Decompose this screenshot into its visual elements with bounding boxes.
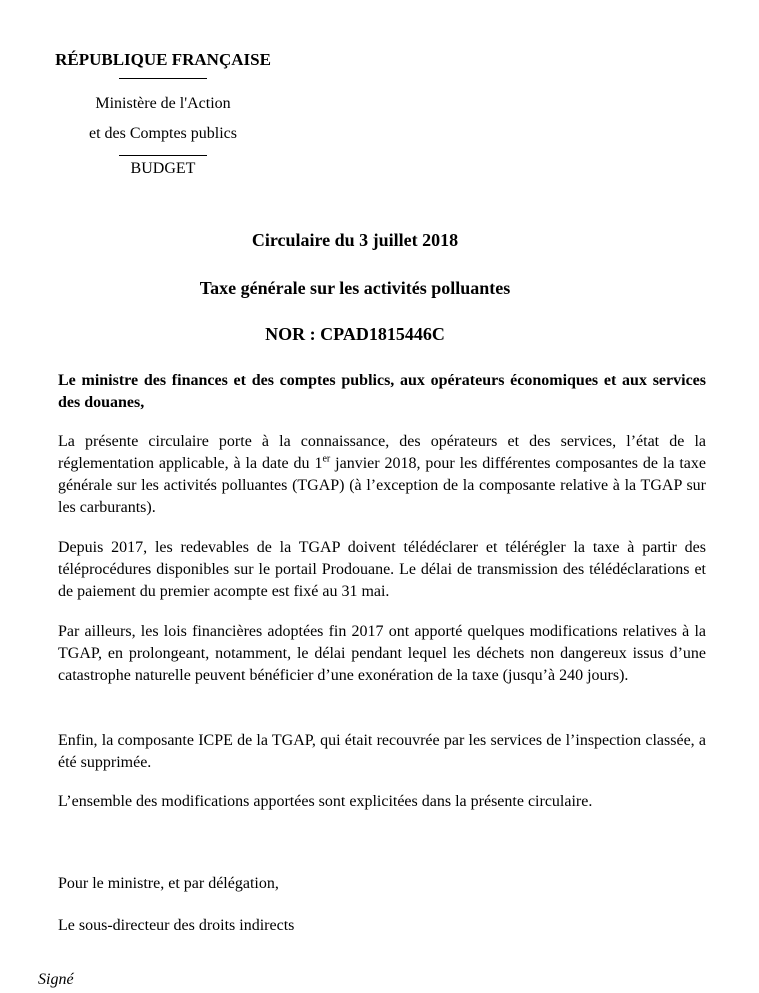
ordinal-superscript: er: [322, 453, 331, 465]
ministry-line-2: et des Comptes publics: [89, 125, 237, 142]
paragraph-5: L’ensemble des modifications apportées sont explicitées dans la présente circulaire.: [58, 793, 593, 810]
republic-heading: RÉPUBLIQUE FRANÇAISE: [55, 50, 271, 69]
letterhead-divider: [119, 78, 207, 79]
letterhead-divider: [119, 155, 207, 156]
department-name: BUDGET: [130, 160, 196, 177]
document-subject: Taxe générale sur les activités polluantes: [199, 278, 511, 298]
ministry-name: [38, 89, 288, 149]
paragraph-1: [58, 431, 706, 519]
ministry-line-1: Ministère de l'Action: [95, 95, 231, 112]
paragraph-1-end: janvier 2018, pour les différentes composantes de la taxe générale sur les activités polluantes (TGAP) (à l’exception de la composante relative à la TGAP sur les carburants).: [58, 455, 706, 516]
addressee: Le ministre des finances et des comptes publics, aux opérateurs économiques et aux services des douanes,: [58, 372, 706, 411]
signed-mark: Signé: [38, 971, 74, 988]
letterhead: [38, 48, 288, 180]
nor-reference: NOR : CPAD1815446C: [265, 324, 445, 344]
paragraph-4: Enfin, la composante ICPE de la TGAP, qui était recouvrée par les services de l’inspection classée, a été supprimée.: [58, 732, 706, 771]
paragraph-3: Par ailleurs, les lois financières adoptées fin 2017 ont apporté quelques modifications relatives à la TGAP, en prolongeant, notamment, le délai pendant lequel les déchets non dangereux issus d’une catastrophe naturelle peuvent bénéficier d’une exonération de la taxe (jusqu’à 240 jours).: [58, 623, 706, 684]
document-title: Circulaire du 3 juillet 2018: [251, 230, 459, 250]
paragraph-1-start: La présente circulaire porte à la connaissance, des opérateurs et des services, l’état de la réglementation applicable, à la date du 1: [58, 433, 706, 472]
paragraph-2: Depuis 2017, les redevables de la TGAP doivent télédéclarer et télérégler la taxe à partir des téléprocédures disponibles sur le portail Prodouane. Le délai de transmission des télédéclarations et de paiement du premier acompte est fixé au 31 mai.: [58, 539, 706, 600]
closing-delegation: Pour le ministre, et par délégation,: [58, 875, 279, 892]
closing-signatory-title: Le sous-directeur des droits indirects: [58, 917, 295, 934]
